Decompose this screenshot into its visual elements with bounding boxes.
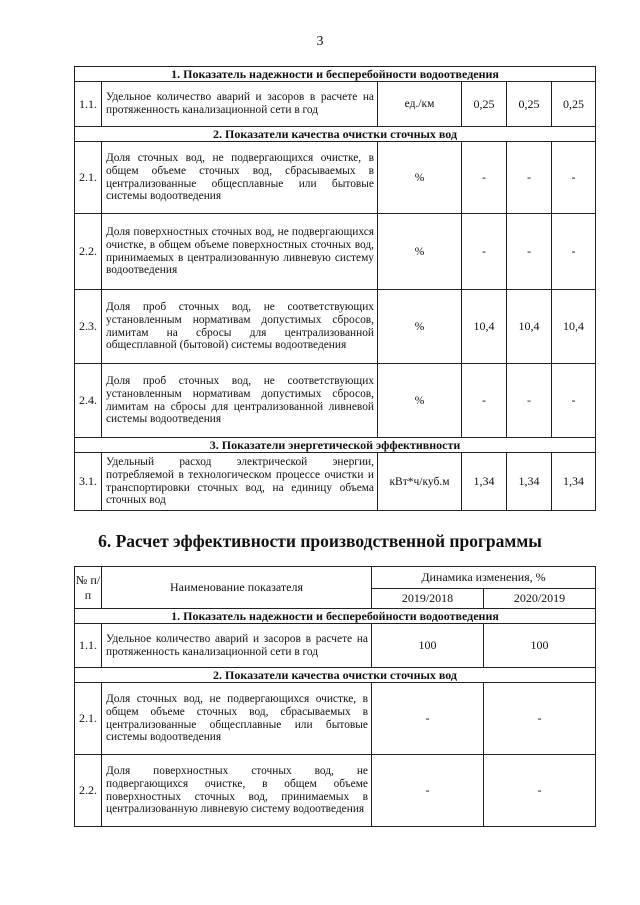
section-header bbox=[75, 609, 596, 624]
value-cell: 0,25 bbox=[552, 82, 596, 127]
value-cell: 1,34 bbox=[552, 453, 596, 511]
value-cell: 10,4 bbox=[462, 290, 507, 364]
indicator-name: Доля проб сточных вод, не соответствующих установленным нормативам допустимых сбросов, лимитам на сбросы для централизованной общесплавной (бытовой) системы водоотведения bbox=[102, 290, 378, 364]
indicator-name: Удельное количество аварий и засоров в расчете на протяженность канализационной сети в год bbox=[102, 82, 378, 127]
unit-cell: % bbox=[378, 290, 462, 364]
section-header bbox=[75, 127, 596, 142]
indicator-name: Доля поверхностных сточных вод, не подвергающихся очистке, в общем объеме поверхностных сточных вод, принимаемых в централизованную ливневую систему водоотведения bbox=[102, 755, 372, 827]
table-row bbox=[75, 683, 596, 755]
section-title: 1. Показатель надежности и бесперебойности водоотведения bbox=[75, 67, 596, 82]
section-6-title: 6. Расчет эффективности производственной программы bbox=[98, 531, 542, 551]
table-row bbox=[75, 82, 596, 127]
value-cell: - bbox=[372, 755, 484, 827]
unit-cell: кВт*ч/куб.м bbox=[378, 453, 462, 511]
section-title: 2. Показатели качества очистки сточных вод bbox=[75, 668, 596, 683]
unit-cell: ед./км bbox=[378, 82, 462, 127]
efficiency-table bbox=[74, 566, 596, 827]
row-number: 3.1. bbox=[75, 453, 102, 511]
section-header bbox=[75, 438, 596, 453]
table-row bbox=[75, 364, 596, 438]
col-header-dynamics: Динамика изменения, % bbox=[372, 567, 596, 589]
value-cell: - bbox=[507, 214, 552, 290]
table-row bbox=[75, 214, 596, 290]
col-header-number: № п/п bbox=[75, 567, 102, 609]
unit-cell: % bbox=[378, 364, 462, 438]
page-number: 3 bbox=[316, 34, 324, 49]
unit-cell: % bbox=[378, 214, 462, 290]
indicator-name: Доля сточных вод, не подвергающихся очистке, в общем объеме сточных вод, сбрасываемых в централизованные общесплавные или бытовые системы водоотведения bbox=[102, 683, 372, 755]
col-header-2019-2018: 2019/2018 bbox=[372, 589, 484, 609]
value-cell: - bbox=[462, 364, 507, 438]
indicator-name: Удельный расход электрической энергии, потребляемой в технологическом процессе очистки и транспортировки сточных вод, на единицу объема сточных вод bbox=[102, 453, 378, 511]
value-cell: - bbox=[462, 142, 507, 214]
value-cell: - bbox=[484, 755, 596, 827]
value-cell: - bbox=[462, 214, 507, 290]
table-row bbox=[75, 290, 596, 364]
value-cell: - bbox=[372, 683, 484, 755]
indicator-name: Удельное количество аварий и засоров в расчете на протяженность канализационной сети в год bbox=[102, 624, 372, 668]
indicators-table bbox=[74, 66, 596, 511]
value-cell: - bbox=[552, 364, 596, 438]
row-number: 2.4. bbox=[75, 364, 102, 438]
section-title: 3. Показатели энергетической эффективности bbox=[75, 438, 596, 453]
section-header bbox=[75, 67, 596, 82]
table-row bbox=[75, 142, 596, 214]
indicator-name: Доля проб сточных вод, не соответствующих установленным нормативам допустимых сбросов, лимитам на сбросы для централизованной ливневой системы водоотведения bbox=[102, 364, 378, 438]
value-cell: 10,4 bbox=[507, 290, 552, 364]
value-cell: - bbox=[507, 364, 552, 438]
value-cell: 100 bbox=[372, 624, 484, 668]
row-number: 2.1. bbox=[75, 142, 102, 214]
row-number: 2.3. bbox=[75, 290, 102, 364]
value-cell: 1,34 bbox=[462, 453, 507, 511]
value-cell: - bbox=[552, 142, 596, 214]
row-number: 2.2. bbox=[75, 755, 102, 827]
value-cell: - bbox=[484, 683, 596, 755]
row-number: 2.1. bbox=[75, 683, 102, 755]
section-title: 1. Показатель надежности и бесперебойности водоотведения bbox=[75, 609, 596, 624]
value-cell: 10,4 bbox=[552, 290, 596, 364]
row-number: 2.2. bbox=[75, 214, 102, 290]
row-number: 1.1. bbox=[75, 82, 102, 127]
value-cell: - bbox=[507, 142, 552, 214]
value-cell: 0,25 bbox=[462, 82, 507, 127]
unit-cell: % bbox=[378, 142, 462, 214]
value-cell: 100 bbox=[484, 624, 596, 668]
table-row bbox=[75, 755, 596, 827]
table-header-row bbox=[75, 567, 596, 589]
indicator-name: Доля поверхностных сточных вод, не подвергающихся очистке, в общем объеме поверхностных сточных вод, принимаемых в централизованную ливневую систему водоотведения bbox=[102, 214, 378, 290]
section-header bbox=[75, 668, 596, 683]
value-cell: - bbox=[552, 214, 596, 290]
table-row bbox=[75, 453, 596, 511]
section-title: 2. Показатели качества очистки сточных вод bbox=[75, 127, 596, 142]
indicator-name: Доля сточных вод, не подвергающихся очистке, в общем объеме сточных вод, сбрасываемых в централизованные общесплавные или бытовые системы водоотведения bbox=[102, 142, 378, 214]
row-number: 1.1. bbox=[75, 624, 102, 668]
value-cell: 1,34 bbox=[507, 453, 552, 511]
col-header-name: Наименование показателя bbox=[102, 567, 372, 609]
col-header-2020-2019: 2020/2019 bbox=[484, 589, 596, 609]
value-cell: 0,25 bbox=[507, 82, 552, 127]
table-row bbox=[75, 624, 596, 668]
